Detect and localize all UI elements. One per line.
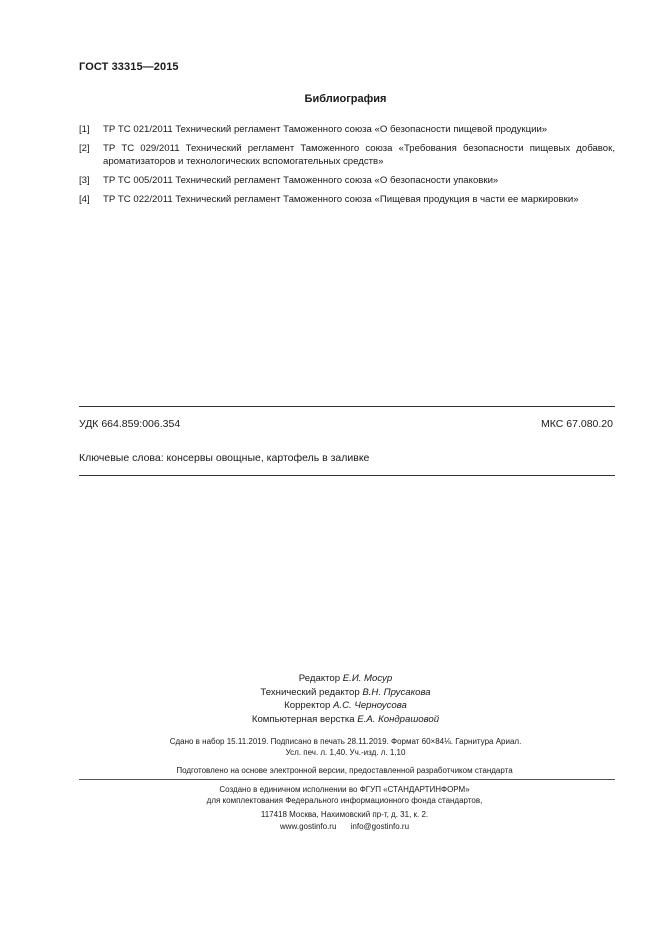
publisher-address: 117418 Москва, Нахимовский пр-т, д. 31, к. 2. www.gostinfo.ru info@gostinfo.ru: [0, 809, 661, 833]
bibliography-item-number: [3]: [79, 175, 90, 186]
credit-tech-editor: Технический редактор В.Н. Прусакова: [260, 686, 431, 698]
bibliography-item-text: ТР ТС 022/2011 Технический регламент Таможенного союза «Пищевая продукция в части ее маркировки»: [103, 194, 579, 205]
credits-block: [0, 672, 661, 726]
bibliography-item: [79, 123, 615, 136]
credit-layout: Компьютерная верстка Е.А. Кондрашовой: [251, 713, 440, 725]
publisher-contacts: [28, 821, 661, 833]
website-link[interactable]: www.gostinfo.ru: [279, 822, 337, 831]
keywords: Ключевые слова: консервы овощные, картофель в заливке: [79, 452, 370, 464]
bibliography-item: [79, 142, 615, 168]
bibliography-title: Библиография: [304, 93, 387, 105]
bibliography-item-text: ТР ТС 005/2011 Технический регламент Таможенного союза «О безопасности упаковки»: [103, 175, 499, 186]
credit-proofreader: Корректор А.С. Черноусова: [284, 700, 407, 711]
print-info: Сдано в набор 15.11.2019. Подписано в печать 28.11.2019. Формат 60×84⅛. Гарнитура Ариал. Усл. печ. л. 1,40. Уч.-изд. л. 1,10: [169, 737, 522, 757]
publisher-info: Создано в единичном исполнении во ФГУП «СТАНДАРТИНФОРМ» для комплектования Федерального информационного фонда стандартов,: [206, 785, 483, 805]
udk-code: УДК 664.859:006.354: [79, 418, 181, 430]
bibliography-item-number: [2]: [79, 143, 90, 154]
email-link[interactable]: info@gostinfo.ru: [350, 822, 410, 831]
divider-top: [79, 406, 615, 407]
mks-code: МКС 67.080.20: [541, 418, 613, 430]
bibliography-item-number: [1]: [79, 124, 90, 135]
divider-publisher: [79, 779, 615, 780]
bibliography-item: [79, 174, 615, 187]
source-note: Подготовлено на основе электронной версии, предоставленной разработчиком стандарта: [176, 766, 513, 775]
credit-editor: Редактор Е.И. Мосур: [298, 673, 393, 684]
bibliography-item-text: ТР ТС 021/2011 Технический регламент Таможенного союза «О безопасности пищевой продукции»: [103, 124, 548, 135]
document-code: ГОСТ 33315—2015: [79, 61, 179, 73]
divider-bottom: [79, 475, 615, 476]
bibliography-item: [79, 193, 615, 206]
bibliography-list: [79, 123, 615, 212]
bibliography-item-text: ТР ТС 029/2011 Технический регламент Таможенного союза «Требования безопасности пищевых добавок, ароматизаторов и технологических вспомогательных средств»: [103, 143, 615, 167]
bibliography-item-number: [4]: [79, 194, 90, 205]
